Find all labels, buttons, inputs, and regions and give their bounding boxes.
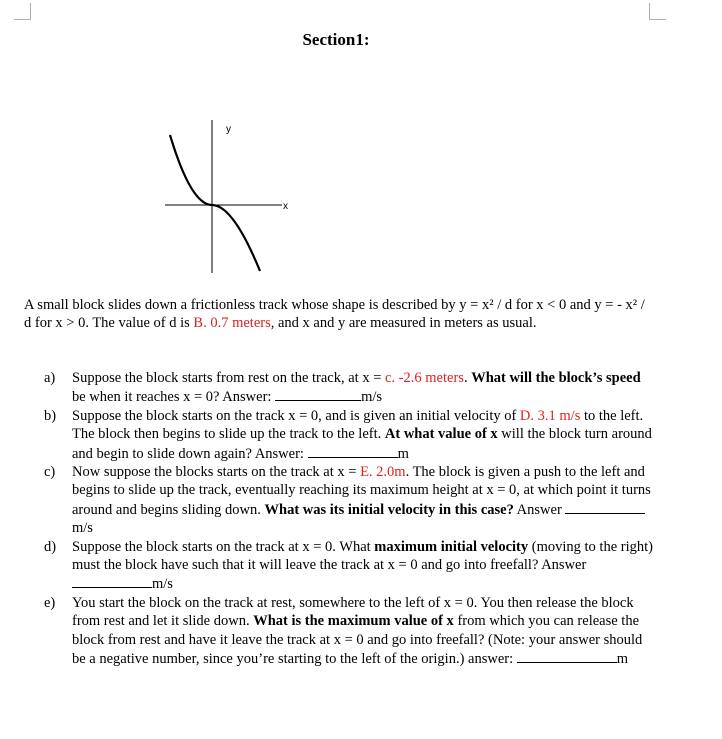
answer-blank-e[interactable] bbox=[517, 649, 617, 663]
question-text: be when it reaches x = 0? Answer: bbox=[72, 389, 276, 406]
answer-unit: m/s bbox=[72, 520, 93, 537]
question-text: will the block turn around and begin to slide down again? Answer: bbox=[72, 426, 652, 462]
answer-unit: m/s bbox=[152, 576, 173, 593]
question-list bbox=[44, 369, 654, 669]
track-curve bbox=[170, 135, 260, 271]
question-emphasis: What will the block’s speed bbox=[471, 370, 641, 386]
d-value: B. 0.7 meters bbox=[193, 315, 271, 331]
question-label: c) bbox=[44, 464, 56, 481]
answer-blank-b[interactable] bbox=[308, 444, 398, 458]
question-emphasis: maximum initial velocity bbox=[374, 538, 529, 555]
answer-blank-a[interactable] bbox=[275, 387, 361, 401]
question-text: You start the block on the track at rest, somewhere to the left of x = 0. You then release the block from rest and let it slide down. bbox=[72, 594, 634, 630]
question-a bbox=[44, 369, 654, 407]
track-graph bbox=[160, 115, 290, 275]
section-title: Section1: bbox=[302, 30, 370, 49]
question-text: Now suppose the blocks starts on the track at x = bbox=[72, 464, 361, 481]
question-emphasis: At what value of x bbox=[384, 426, 498, 443]
answer-unit: m/s bbox=[361, 389, 383, 406]
question-b bbox=[44, 407, 654, 463]
question-text: to the left. The block then begins to slide up the track to the left. bbox=[72, 407, 644, 443]
question-label: d) bbox=[44, 538, 57, 555]
question-label: b) bbox=[44, 407, 57, 424]
start-position-value: E. 2.0m bbox=[360, 464, 406, 481]
answer-unit: m bbox=[616, 651, 629, 668]
problem-intro bbox=[24, 296, 654, 332]
initial-velocity-value: D. 3.1 m/s bbox=[519, 407, 581, 424]
question-text: from which you can release the block from rest and have it leave the track at x = 0 and go into freefall? (Note: your answer should be a negative number, since you’re starting to the left of the origin.) answer: bbox=[72, 613, 643, 668]
question-e bbox=[44, 594, 654, 669]
answer-blank-d[interactable] bbox=[72, 574, 152, 588]
page-corner-mark-right bbox=[649, 3, 666, 20]
question-emphasis: What was its initial velocity in this case? bbox=[264, 501, 514, 518]
question-text: . bbox=[463, 370, 472, 386]
question-text: Suppose the block starts on the track at x = 0. What bbox=[72, 538, 375, 555]
intro-text-1: A small block slides down a frictionless track whose shape is described by y = x² / d for x < 0 and y = - x² / d for x > 0. The value of d is bbox=[24, 297, 645, 331]
question-label: a) bbox=[44, 370, 56, 386]
question-text: Answer bbox=[513, 501, 566, 518]
answer-unit: m bbox=[397, 445, 409, 462]
page-corner-mark-left bbox=[14, 3, 31, 20]
intro-text-2: , and x and y are measured in meters as usual. bbox=[270, 315, 537, 331]
answer-blank-c[interactable] bbox=[565, 500, 645, 514]
y-axis-label: y bbox=[226, 124, 231, 135]
x-axis-label: x bbox=[283, 201, 288, 212]
question-label: e) bbox=[44, 594, 56, 611]
question-text: Suppose the block starts from rest on the track, at x = bbox=[72, 370, 386, 386]
question-text: . The block is given a push to the left and begins to slide up the track, eventually reaching its maximum height at x = 0, at which point it turns around and begins sliding down. bbox=[72, 464, 651, 518]
question-d bbox=[44, 538, 654, 594]
question-c bbox=[44, 463, 654, 538]
question-emphasis: What is the maximum value of x bbox=[253, 613, 454, 630]
start-position-value: c. -2.6 meters bbox=[385, 370, 464, 386]
question-text: Suppose the block starts on the track x = 0, and is given an initial velocity of bbox=[72, 407, 520, 424]
question-text: (moving to the right) must the block have such that it will leave the track at x = 0 and go into freefall? Answer bbox=[72, 538, 653, 574]
